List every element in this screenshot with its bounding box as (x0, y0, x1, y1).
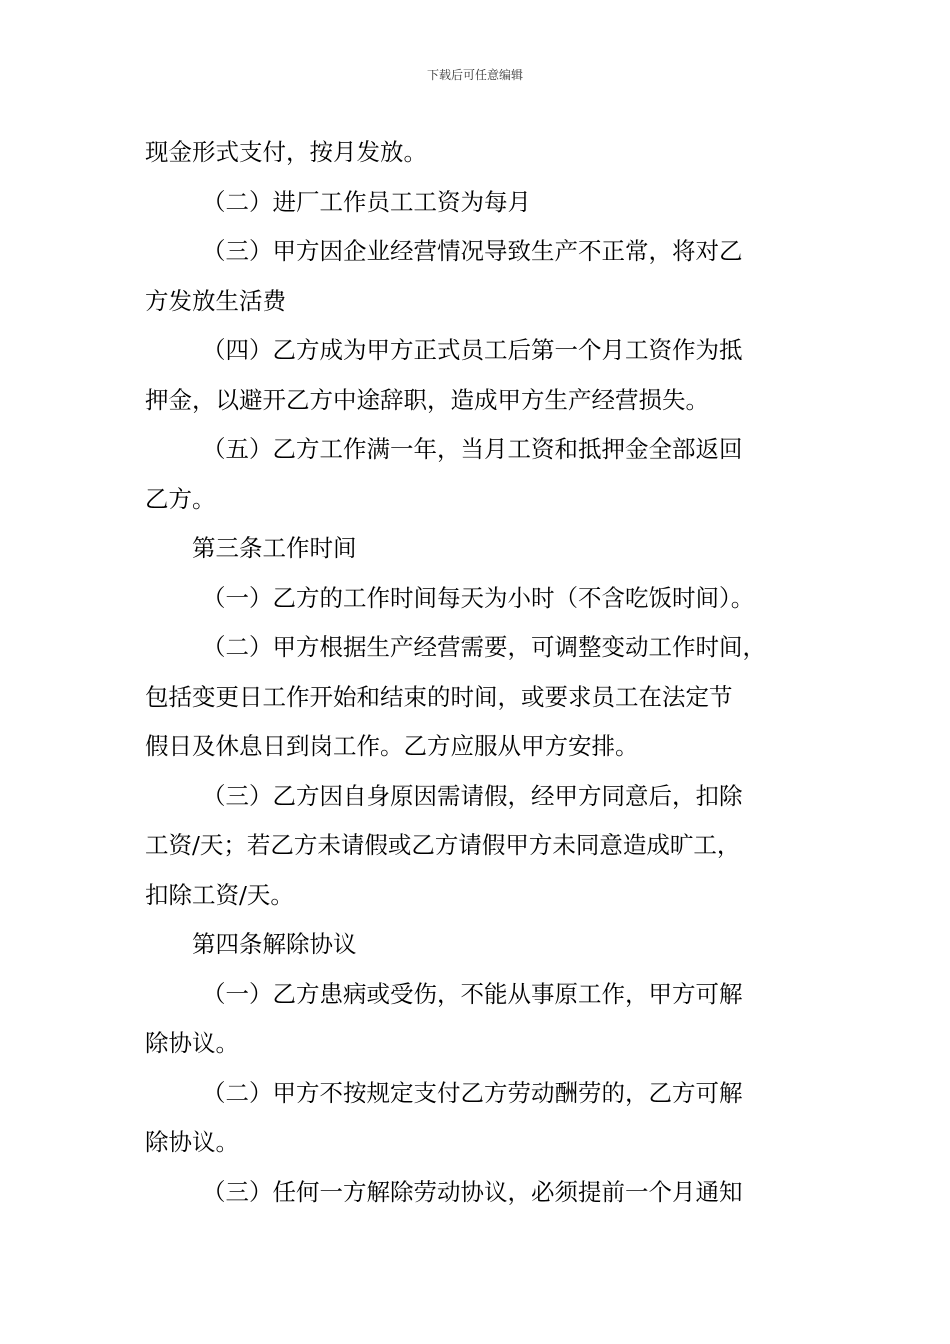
paragraph-line: （一）乙方的工作时间每天为小时（不含吃饭时间）。 (202, 583, 755, 612)
paragraph-line: 除协议。 (145, 1029, 239, 1057)
paragraph-line: （二）进厂工作员工工资为每月 (202, 187, 531, 216)
paragraph-line: （一）乙方患病或受伤，不能从事原工作，甲方可解 (202, 979, 743, 1008)
paragraph-line: 假日及休息日到岗工作。乙方应服从甲方安排。 (145, 732, 639, 760)
paragraph-line: 包括变更日工作开始和结束的时间，或要求员工在法定节 (145, 682, 733, 711)
paragraph-line: 方发放生活费 (145, 286, 286, 315)
section-heading: 第四条解除协议 (192, 930, 357, 958)
paragraph-line: （五）乙方工作满一年，当月工资和抵押金全部返回 (202, 435, 743, 463)
paragraph-line: 工资/天；若乙方未请假或乙方请假甲方未同意造成旷工， (145, 831, 741, 859)
paragraph-line: 乙方。 (145, 484, 216, 513)
document-body (145, 128, 815, 1217)
paragraph-line: （三）任何一方解除劳动协议，必须提前一个月通知 (202, 1177, 743, 1206)
paragraph-line: （三）甲方因企业经营情况导致生产不正常，将对乙 (202, 237, 743, 265)
paragraph-line: 扣除工资/天。 (145, 880, 294, 909)
paragraph-line: （四）乙方成为甲方正式员工后第一个月工资作为抵 (202, 336, 743, 364)
page-header-note: 下载后可任意编辑 (426, 68, 523, 82)
paragraph-line: （三）乙方因自身原因需请假，经甲方同意后，扣除 (202, 781, 743, 810)
paragraph-line: 押金，以避开乙方中途辞职，造成甲方生产经营损失。 (145, 385, 709, 414)
paragraph-line: 现金形式支付，按月发放。 (145, 138, 427, 166)
paragraph-line: （二）甲方根据生产经营需要，可调整变动工作时间， (202, 633, 766, 661)
paragraph-line: 除协议。 (145, 1128, 239, 1156)
paragraph-line: （二）甲方不按规定支付乙方劳动酬劳的，乙方可解 (202, 1078, 743, 1107)
section-heading: 第三条工作时间 (192, 534, 357, 562)
